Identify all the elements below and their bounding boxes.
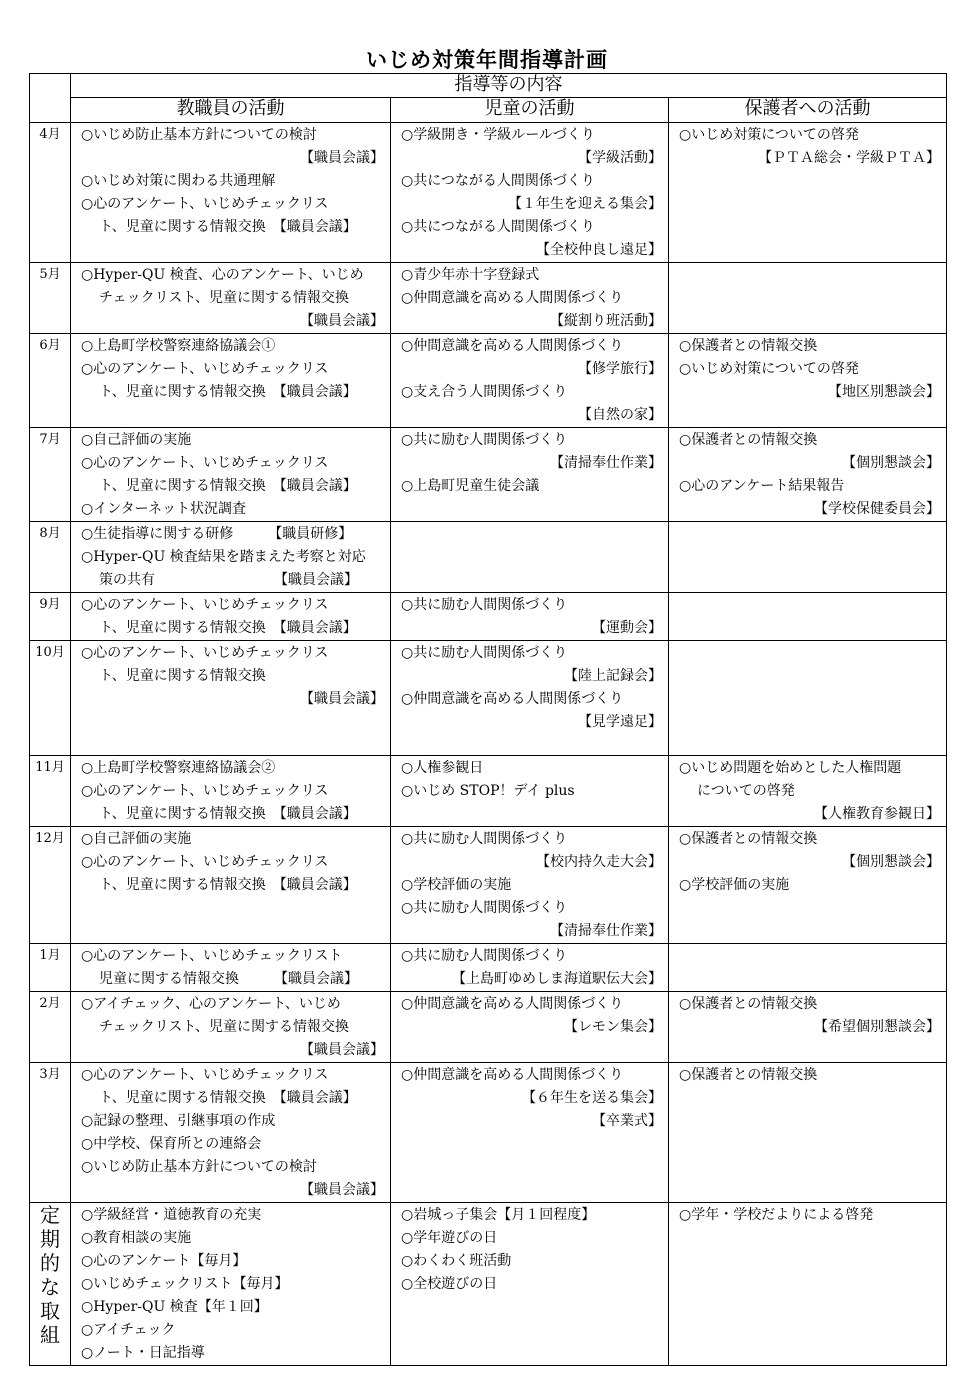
activity-line: 【地区別懇談会】 [828, 384, 941, 400]
activity-line: 【職員会議】 [300, 691, 384, 707]
activity-line: 【職員会議】 [300, 1042, 384, 1058]
content-group-header: 指導等の内容 [71, 74, 947, 98]
children-activity-cell [391, 1063, 669, 1203]
month-label: 5月 [30, 263, 71, 334]
parents-activity-cell [669, 428, 947, 522]
activity-line: ○心のアンケート、いじめチェックリス [81, 783, 329, 799]
staff-activity-cell [71, 1063, 391, 1203]
activity-line: ○いじめチェックリスト【毎月】 [81, 1276, 289, 1292]
activity-line: ○学校評価の実施 [679, 877, 790, 893]
activity-line: 【見学遠足】 [578, 714, 662, 730]
annual-plan-table [29, 73, 947, 1366]
parents-activity-cell [669, 1063, 947, 1203]
activity-line: ト、児童に関する情報交換 【職員会議】 [99, 219, 357, 235]
children-activity-cell [391, 428, 669, 522]
parents-activity-cell [669, 827, 947, 944]
activity-line: ○保護者との情報交換 [679, 996, 818, 1012]
plan-body [30, 123, 947, 1366]
activity-line: 【清掃奉仕作業】 [550, 455, 662, 471]
activity-line: ○わくわく班活動 [401, 1253, 512, 1269]
month-row [30, 334, 947, 428]
month-row [30, 123, 947, 263]
month-row [30, 944, 947, 992]
activity-line: 【６年生を送る集会】 [522, 1090, 662, 1106]
activity-line: 児童に関する情報交換 【職員会議】 [99, 971, 358, 987]
activity-line: 【学級活動】 [578, 150, 662, 166]
activity-line: についての啓発 [697, 783, 795, 799]
activity-line: チェックリスト、児童に関する情報交換 [99, 1019, 350, 1035]
parents-column-header: 保護者への活動 [669, 98, 947, 123]
activity-line: 【清掃奉仕作業】 [550, 923, 662, 939]
activity-line: ○学校評価の実施 [401, 877, 512, 893]
activity-line: ○心のアンケート結果報告 [679, 478, 845, 494]
activity-line: ○共に励む人間関係づくり [401, 900, 568, 916]
staff-activity-cell [71, 992, 391, 1063]
activity-line: 【全校仲良し遠足】 [536, 242, 662, 258]
parents-activity-cell [669, 263, 947, 334]
activity-line: 【陸上記録会】 [564, 668, 662, 684]
children-activity-cell [391, 827, 669, 944]
children-column-header: 児童の活動 [391, 98, 669, 123]
month-row [30, 1203, 947, 1366]
children-activity-cell [391, 944, 669, 992]
activity-line: 【上島町ゆめしま海道駅伝大会】 [452, 971, 662, 987]
activity-line: ○共に励む人間関係づくり [401, 432, 568, 448]
activity-line: ○いじめ対策についての啓発 [679, 361, 859, 377]
month-label: 定期的な取組 [30, 1203, 71, 1366]
parents-activity-cell [669, 756, 947, 827]
children-activity-cell [391, 334, 669, 428]
month-label: 4月 [30, 123, 71, 263]
activity-line: ○上島町児童生徒会議 [401, 478, 540, 494]
activity-line: ○人権参観日 [401, 760, 484, 776]
activity-line: ト、児童に関する情報交換 【職員会議】 [99, 384, 357, 400]
staff-activity-cell [71, 428, 391, 522]
activity-line: ○保護者との情報交換 [679, 432, 818, 448]
month-row [30, 428, 947, 522]
activity-line: 【ＰＴＡ総会・学級ＰＴＡ】 [758, 150, 941, 166]
activity-line: 【修学旅行】 [578, 361, 662, 377]
month-label: 8月 [30, 522, 71, 593]
activity-line: ○学年遊びの日 [401, 1230, 498, 1246]
activity-line: ○岩城っ子集会【月１回程度】 [401, 1207, 596, 1223]
activity-line: ○共に励む人間関係づくり [401, 597, 568, 613]
staff-column-header: 教職員の活動 [71, 98, 391, 123]
activity-line: ○Hyper-QU 検査、心のアンケート、いじめ [81, 267, 364, 283]
activity-line: ○教育相談の実施 [81, 1230, 192, 1246]
activity-line: ○青少年赤十字登録式 [401, 267, 540, 283]
activity-line: ト、児童に関する情報交換 【職員会議】 [99, 806, 357, 822]
page-title: いじめ対策年間指導計画 [366, 48, 608, 72]
staff-activity-cell [71, 593, 391, 641]
activity-line: ○保護者との情報交換 [679, 1067, 818, 1083]
staff-activity-cell [71, 827, 391, 944]
activity-line: ト、児童に関する情報交換 【職員会議】 [99, 1090, 357, 1106]
activity-line: ○仲間意識を高める人間関係づくり [401, 996, 624, 1012]
activity-line: ○学年・学校だよりによる啓発 [679, 1207, 874, 1223]
staff-activity-cell [71, 263, 391, 334]
month-header-cell [30, 74, 71, 123]
children-activity-cell [391, 263, 669, 334]
month-label: 6月 [30, 334, 71, 428]
children-activity-cell [391, 522, 669, 593]
activity-line: ○いじめ対策についての啓発 [679, 127, 859, 143]
staff-activity-cell [71, 522, 391, 593]
month-row [30, 641, 947, 756]
parents-activity-cell [669, 334, 947, 428]
activity-line: ○仲間意識を高める人間関係づくり [401, 338, 624, 354]
activity-line: ○心のアンケート、いじめチェックリスト [81, 948, 343, 964]
activity-line: 【校内持久走大会】 [536, 854, 662, 870]
staff-activity-cell [71, 944, 391, 992]
activity-line: ○共に励む人間関係づくり [401, 948, 568, 964]
month-row [30, 756, 947, 827]
activity-line: 【学校保健委員会】 [814, 501, 941, 517]
activity-line: ○アイチェック [81, 1322, 176, 1338]
activity-line: ○記録の整理、引継事項の作成 [81, 1113, 276, 1129]
activity-line: チェックリスト、児童に関する情報交換 [99, 290, 350, 306]
month-label: 2月 [30, 992, 71, 1063]
activity-line: ○心のアンケート【毎月】 [81, 1253, 247, 1269]
month-row [30, 992, 947, 1063]
children-activity-cell [391, 593, 669, 641]
parents-activity-cell [669, 1203, 947, 1366]
activity-line: 【レモン集会】 [564, 1019, 662, 1035]
activity-line: ○全校遊びの日 [401, 1276, 498, 1292]
activity-line: ○インターネット状況調査 [81, 501, 246, 517]
activity-line: 【職員会議】 [300, 150, 384, 166]
activity-line: ○保護者との情報交換 [679, 338, 818, 354]
staff-activity-cell [71, 123, 391, 263]
activity-line: ト、児童に関する情報交換 【職員会議】 [99, 478, 357, 494]
activity-line: ○ノート・日記指導 [81, 1345, 205, 1361]
activity-line: ○共につながる人間関係づくり [401, 173, 595, 189]
activity-line: 【自然の家】 [578, 407, 662, 423]
activity-line: ○仲間意識を高める人間関係づくり [401, 691, 624, 707]
parents-activity-cell [669, 992, 947, 1063]
activity-line: ○生徒指導に関する研修 【職員研修】 [81, 526, 353, 542]
activity-line: ○自己評価の実施 [81, 831, 192, 847]
activity-line: ○心のアンケート、いじめチェックリス [81, 196, 329, 212]
activity-line: ○心のアンケート、いじめチェックリス [81, 597, 329, 613]
month-row [30, 827, 947, 944]
month-row [30, 522, 947, 593]
activity-line: ○共につながる人間関係づくり [401, 219, 595, 235]
activity-line: ○Hyper-QU 検査結果を踏まえた考察と対応 [81, 549, 366, 565]
activity-line: 【卒業式】 [592, 1113, 662, 1129]
activity-line: ○いじめ問題を始めとした人権問題 [679, 760, 902, 776]
parents-activity-cell [669, 123, 947, 263]
activity-line: ○上島町学校警察連絡協議会① [81, 338, 276, 354]
activity-line: ○心のアンケート、いじめチェックリス [81, 361, 329, 377]
activity-line: 【希望個別懇談会】 [814, 1019, 941, 1035]
activity-line: ○仲間意識を高める人間関係づくり [401, 1067, 624, 1083]
activity-line: ○学級開き・学級ルールづくり [401, 127, 595, 143]
activity-line: ○上島町学校警察連絡協議会② [81, 760, 276, 776]
children-activity-cell [391, 1203, 669, 1366]
parents-activity-cell [669, 522, 947, 593]
staff-activity-cell [71, 756, 391, 827]
activity-line: ○共に励む人間関係づくり [401, 831, 568, 847]
month-row [30, 263, 947, 334]
staff-activity-cell [71, 641, 391, 756]
activity-line: ト、児童に関する情報交換 [99, 668, 266, 684]
activity-line: ○いじめ防止基本方針についての検討 [81, 127, 317, 143]
activity-line: ○いじめ対策に関わる共通理解 [81, 173, 276, 189]
activity-line: 策の共有 【職員会議】 [99, 572, 358, 588]
children-activity-cell [391, 992, 669, 1063]
activity-line: ○心のアンケート、いじめチェックリス [81, 455, 329, 471]
month-label: 10月 [30, 641, 71, 756]
month-row [30, 593, 947, 641]
month-row [30, 1063, 947, 1203]
activity-line: ○保護者との情報交換 [679, 831, 818, 847]
activity-line: 【個別懇談会】 [842, 455, 941, 471]
activity-line: 【運動会】 [592, 620, 662, 636]
activity-line: 【職員会議】 [300, 1182, 384, 1198]
activity-line: ○Hyper-QU 検査【年１回】 [81, 1299, 268, 1315]
month-label: 1月 [30, 944, 71, 992]
activity-line: ○アイチェック、心のアンケート、いじめ [81, 996, 341, 1012]
activity-line: ○共に励む人間関係づくり [401, 645, 568, 661]
month-label: 9月 [30, 593, 71, 641]
parents-activity-cell [669, 593, 947, 641]
activity-line: 【人権教育参観日】 [814, 806, 941, 822]
month-label: 12月 [30, 827, 71, 944]
activity-line: ○支え合う人間関係づくり [401, 384, 568, 400]
activity-line: ト、児童に関する情報交換 【職員会議】 [99, 877, 357, 893]
activity-line: ○心のアンケート、いじめチェックリス [81, 1067, 329, 1083]
activity-line: ○いじめ防止基本方針についての検討 [81, 1159, 317, 1175]
staff-activity-cell [71, 1203, 391, 1366]
activity-line: ○自己評価の実施 [81, 432, 192, 448]
month-label: 7月 [30, 428, 71, 522]
parents-activity-cell [669, 641, 947, 756]
staff-activity-cell [71, 334, 391, 428]
children-activity-cell [391, 756, 669, 827]
children-activity-cell [391, 123, 669, 263]
activity-line: 【職員会議】 [300, 313, 384, 329]
activity-line: ○心のアンケート、いじめチェックリス [81, 645, 329, 661]
activity-line: ○仲間意識を高める人間関係づくり [401, 290, 624, 306]
children-activity-cell [391, 641, 669, 756]
month-label: 11月 [30, 756, 71, 827]
activity-line: ト、児童に関する情報交換 【職員会議】 [99, 620, 357, 636]
activity-line: 【個別懇談会】 [842, 854, 941, 870]
activity-line: ○いじめ STOP！デイ plus [401, 783, 575, 799]
parents-activity-cell [669, 944, 947, 992]
activity-line: ○心のアンケート、いじめチェックリス [81, 854, 329, 870]
activity-line: ○学級経営・道徳教育の充実 [81, 1207, 262, 1223]
activity-line: 【１年生を迎える集会】 [508, 196, 662, 212]
month-label: 3月 [30, 1063, 71, 1203]
activity-line: ○中学校、保育所との連絡会 [81, 1136, 262, 1152]
activity-line: 【縦割り班活動】 [550, 313, 662, 329]
